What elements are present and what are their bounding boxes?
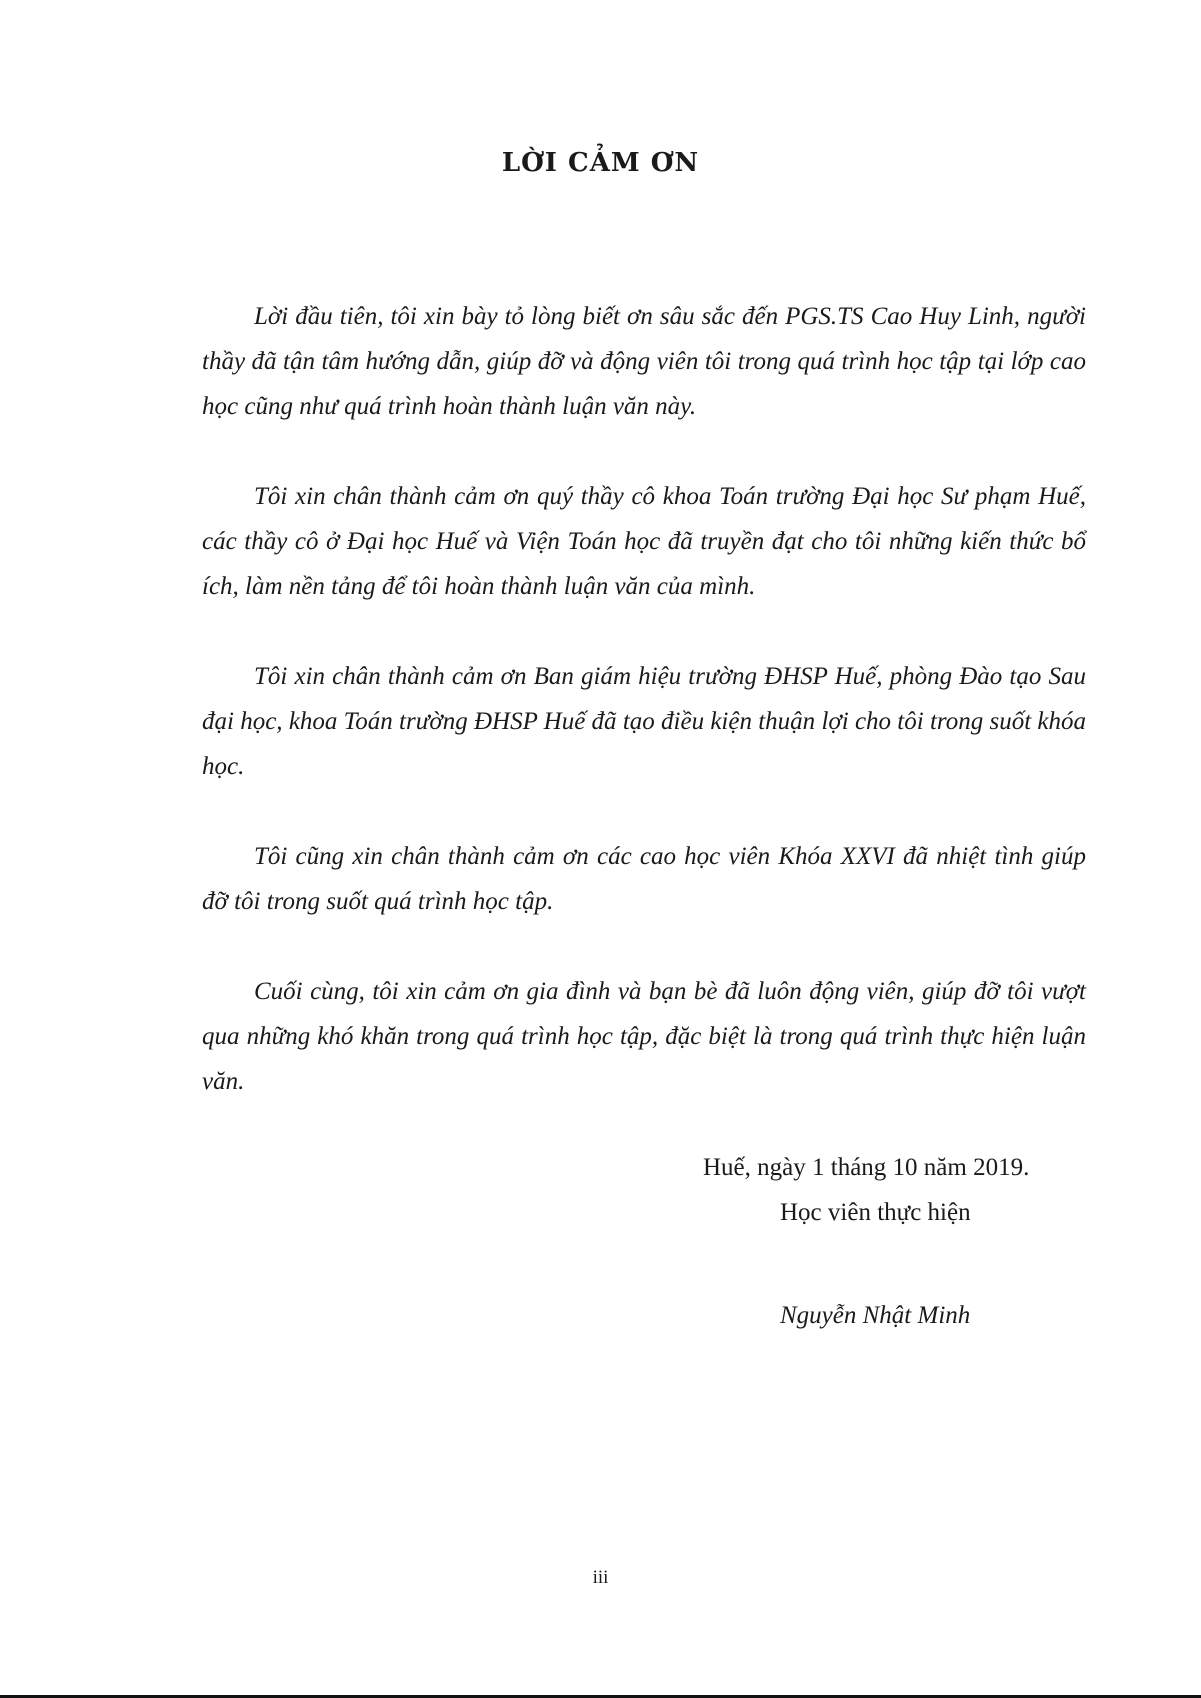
page-title: LỜI CẢM ƠN (501, 148, 700, 178)
page-number: iii (592, 1567, 609, 1588)
paragraph: Tôi xin chân thành cảm ơn Ban giám hiệu trường ĐHSP Huế, phòng Đào tạo Sau đại học, khoa Toán trường ĐHSP Huế đã tạo điều kiện thuận lợi cho tôi trong suốt khóa học. (202, 663, 1086, 780)
paragraph: Lời đầu tiên, tôi xin bày tỏ lòng biết ơn sâu sắc đến PGS.TS Cao Huy Linh, người thầy đã tận tâm hướng dẫn, giúp đỡ và động viên tôi trong quá trình học tập tại lớp cao học cũng như quá trình hoàn thành luận văn này. (202, 303, 1086, 420)
paragraph: Tôi cũng xin chân thành cảm ơn các cao học viên Khóa XXVI đã nhiệt tình giúp đỡ tôi trong suốt quá trình học tập. (202, 843, 1086, 915)
role-line: Học viên thực hiện (780, 1199, 971, 1226)
signer-name: Nguyễn Nhật Minh (780, 1302, 971, 1329)
paragraph: Tôi xin chân thành cảm ơn quý thầy cô khoa Toán trường Đại học Sư phạm Huế, các thầy cô ở Đại học Huế và Viện Toán học đã truyền đạt cho tôi những kiến thức bổ ích, làm nền tảng để tôi hoàn thành luận văn của mình. (202, 483, 1086, 600)
acknowledgement-body (202, 294, 1086, 1149)
date-line: Huế, ngày 1 tháng 10 năm 2019. (703, 1154, 1030, 1181)
paragraph: Cuối cùng, tôi xin cảm ơn gia đình và bạn bè đã luôn động viên, giúp đỡ tôi vượt qua những khó khăn trong quá trình học tập, đặc biệt là trong quá trình thực hiện luận văn. (202, 978, 1086, 1095)
